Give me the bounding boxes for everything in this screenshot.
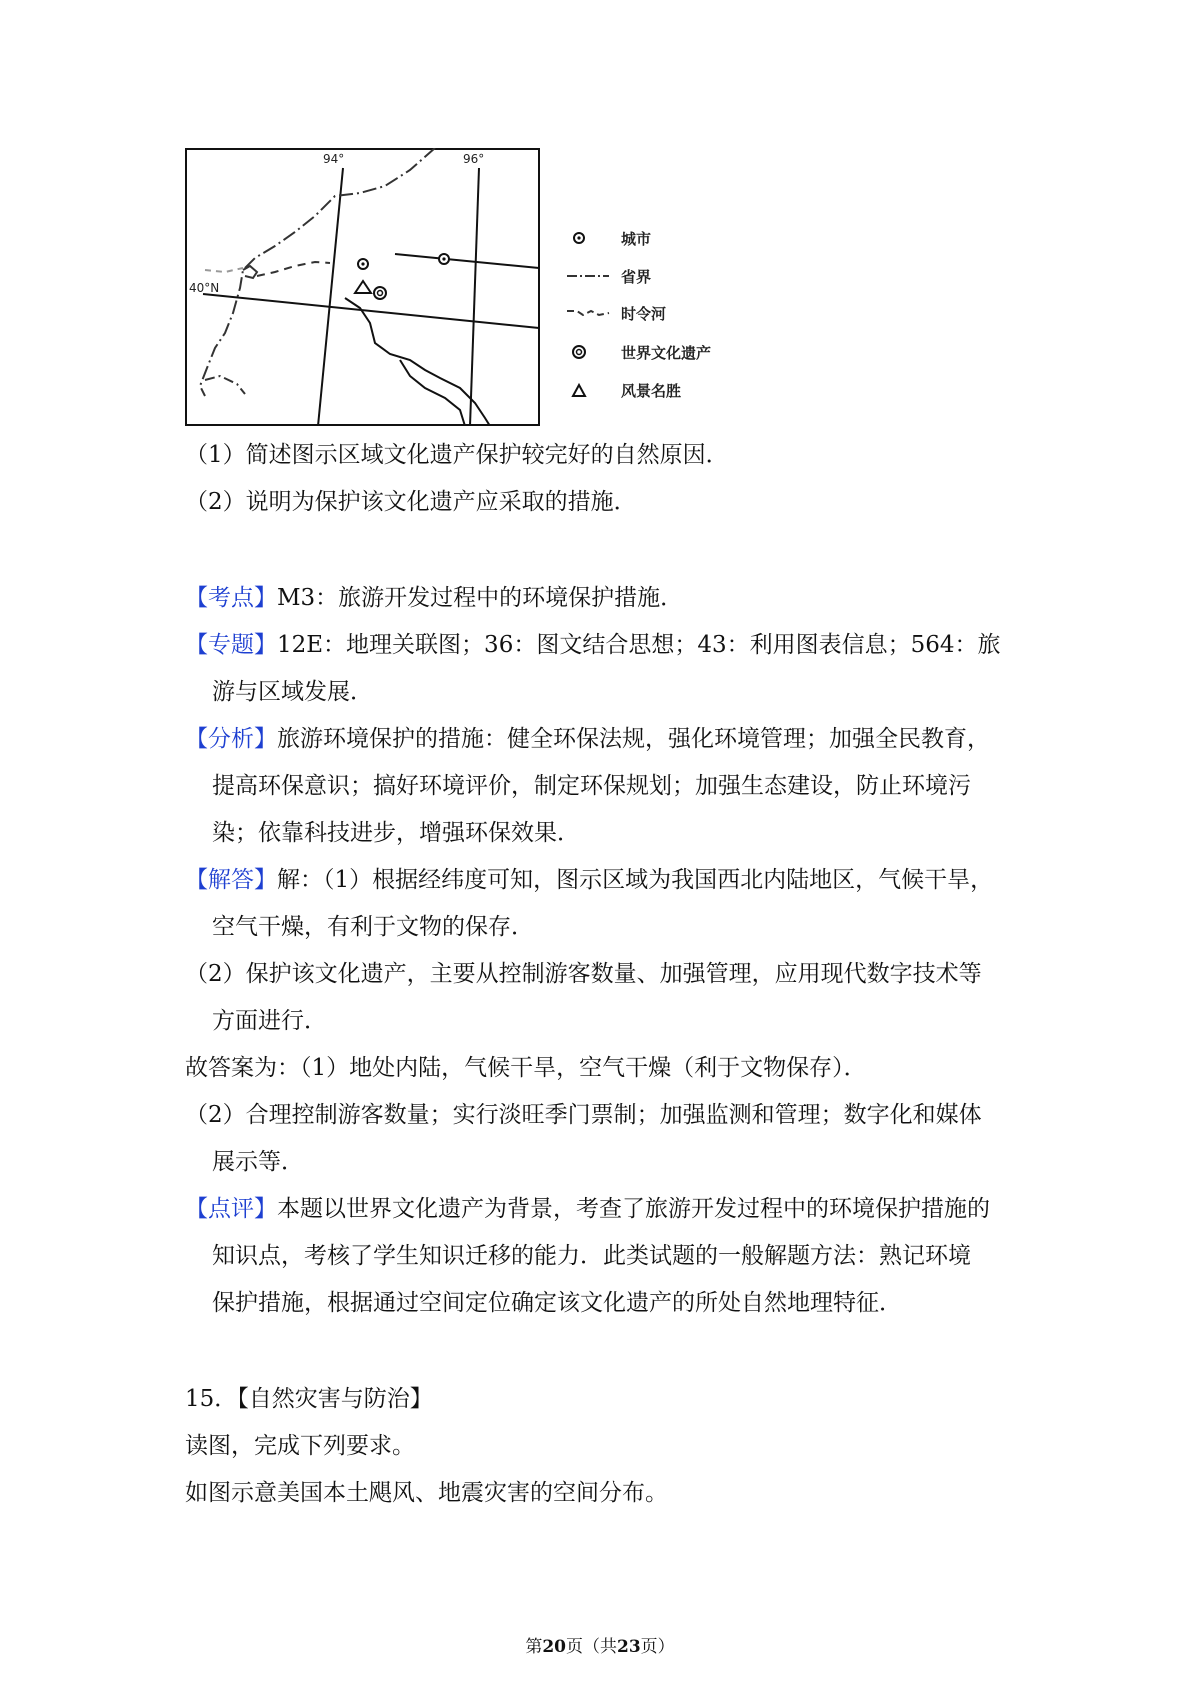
map-figure [185, 148, 740, 426]
section-tag: 【解答】 [185, 867, 277, 893]
section-line: （2）保护该文化遗产，主要从控制游客数量、加强管理，应用现代数字技术等 [185, 961, 982, 987]
page-footer [0, 1636, 1200, 1658]
section-line: 空气干燥，有利于文物的保存． [212, 914, 534, 940]
legend-label: 世界文化遗产 [621, 343, 712, 362]
scenic-spot-icon [565, 378, 613, 402]
provincial-boundary-icon [565, 264, 613, 288]
question-15-description: 如图示意美国本土飓风、地震灾害的空间分布。 [185, 1480, 668, 1506]
legend-item [565, 226, 651, 250]
question-15-instruction: 读图，完成下列要求。 [185, 1433, 415, 1459]
section-zhuanti [185, 630, 1001, 660]
footer-mid: 页（共 [566, 1637, 617, 1657]
footer-suffix: 页） [640, 1637, 675, 1657]
footer-prefix: 第 [525, 1637, 543, 1657]
page-number: 20 [542, 1637, 566, 1657]
question-1: （1）简述图示区域文化遗产保护较完好的自然原因． [185, 442, 729, 468]
section-tag: 【点评】 [185, 1196, 277, 1222]
section-line: 提高环保意识；搞好环境评价，制定环保规划；加强生态建设，防止环境污 [212, 773, 971, 799]
section-line: M3：旅游开发过程中的环境保护措施． [277, 585, 684, 611]
section-line: 方面进行． [212, 1008, 327, 1034]
lon-96-label: 96° [463, 152, 485, 166]
section-tag: 【考点】 [185, 585, 277, 611]
section-line: 展示等． [212, 1149, 304, 1175]
legend-item [565, 301, 666, 325]
city-icon [565, 226, 613, 250]
lat-40-label: 40°N [189, 281, 220, 295]
section-line: 保护措施，根据通过空间定位确定该文化遗产的所处自然地理特征． [212, 1290, 902, 1316]
map [185, 148, 540, 426]
section-line: 本题以世界文化遗产为背景，考查了旅游开发过程中的环境保护措施的 [277, 1196, 990, 1222]
section-fenxi [185, 724, 990, 754]
page-total: 23 [617, 1637, 641, 1657]
section-dianping [185, 1194, 990, 1224]
section-line: 旅游环境保护的措施：健全环保法规，强化环境管理；加强全民教育， [277, 726, 990, 752]
section-line: 染；依靠科技进步，增强环保效果． [212, 820, 580, 846]
legend-item [565, 340, 711, 364]
section-jieda [185, 865, 993, 895]
legend-label: 城市 [621, 229, 652, 248]
question-15-title: 15．【自然灾害与防治】 [185, 1386, 433, 1412]
legend-item [565, 378, 681, 402]
heritage-marker [374, 287, 386, 299]
legend-label: 风景名胜 [621, 381, 682, 400]
section-kaodian [185, 583, 683, 613]
section-line: 知识点，考核了学生知识迁移的能力．此类试题的一般解题方法：熟记环境 [212, 1243, 971, 1269]
world-cultural-heritage-icon [565, 340, 613, 364]
legend-item [565, 264, 651, 288]
lon-94-label: 94° [323, 152, 345, 166]
section-line: 12E：地理关联图；36：图文结合思想；43：利用图表信息；564：旅 [277, 632, 1001, 658]
legend-label: 时令河 [621, 304, 667, 323]
question-2: （2）说明为保护该文化遗产应采取的措施． [185, 489, 637, 515]
legend-label: 省界 [621, 267, 652, 286]
section-line: 解：（1）根据经纬度可知，图示区域为我国西北内陆地区，气候干旱， [277, 867, 994, 893]
section-tag: 【分析】 [185, 726, 277, 752]
seasonal-river-icon [565, 301, 613, 325]
section-tag: 【专题】 [185, 632, 277, 658]
section-line: 游与区域发展． [212, 679, 373, 705]
section-line: 故答案为：（1）地处内陆，气候干旱，空气干燥（利于文物保存）． [185, 1055, 867, 1081]
section-line: （2）合理控制游客数量；实行淡旺季门票制；加强监测和管理；数字化和媒体 [185, 1102, 982, 1128]
